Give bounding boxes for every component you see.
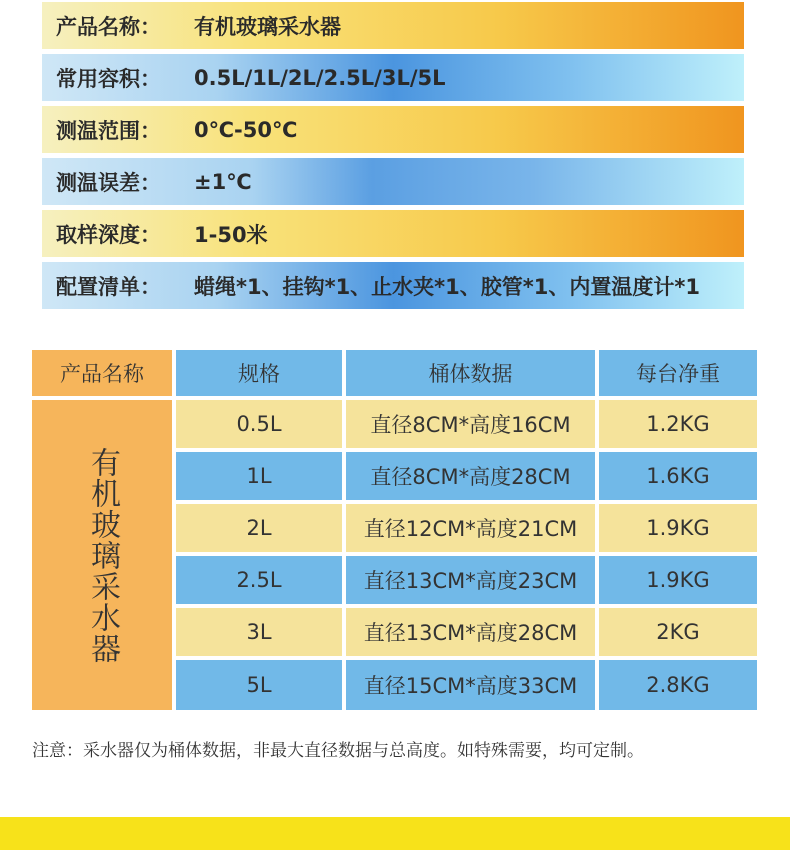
- table-product-cell: [32, 400, 172, 710]
- spec-row-temp-range: [42, 106, 744, 153]
- table-cell-dims: 直径8CM*高度28CM: [346, 452, 595, 500]
- table-cell-weight: 1.9KG: [599, 504, 757, 552]
- table-cell-dims: 直径13CM*高度28CM: [346, 608, 595, 656]
- spec-label: 取样深度：: [56, 222, 161, 247]
- spec-row-capacity: [42, 54, 744, 101]
- table-cell-weight: 2KG: [599, 608, 757, 656]
- table-cell-weight: 1.2KG: [599, 400, 757, 448]
- spec-label: 测温范围：: [56, 118, 161, 143]
- table-cell-weight: 1.6KG: [599, 452, 757, 500]
- spec-row-sampling-depth: [42, 210, 744, 257]
- spec-value: 0.5L/1L/2L/2.5L/3L/5L: [194, 65, 446, 90]
- table-header-product: 产品名称: [32, 350, 172, 396]
- footer-bar: [0, 817, 790, 850]
- table-header-barrel: 桶体数据: [346, 350, 595, 396]
- table-cell-weight: 2.8KG: [599, 660, 757, 710]
- spec-value: 1-50米: [194, 222, 268, 247]
- spec-row-temp-error: [42, 158, 744, 205]
- spec-label: 常用容积：: [56, 66, 161, 91]
- table-cell-weight: 1.9KG: [599, 556, 757, 604]
- footnote: 注意：采水器仅为桶体数据，非最大直径数据与总高度。如特殊需要，均可定制。: [32, 741, 644, 761]
- table-cell-dims: 直径13CM*高度23CM: [346, 556, 595, 604]
- spec-label: 产品名称：: [56, 14, 161, 39]
- table-cell-spec: 3L: [176, 608, 342, 656]
- table-cell-dims: 直径12CM*高度21CM: [346, 504, 595, 552]
- table-cell-spec: 0.5L: [176, 400, 342, 448]
- table-header-weight: 每台净重: [599, 350, 757, 396]
- spec-label: 配置清单：: [56, 274, 161, 299]
- spec-value: 0℃-50℃: [194, 117, 298, 142]
- table-header-spec: 规格: [176, 350, 342, 396]
- table-cell-dims: 直径8CM*高度16CM: [346, 400, 595, 448]
- product-name-vertical: 有机玻璃采水器: [85, 446, 120, 664]
- table-cell-spec: 1L: [176, 452, 342, 500]
- spec-row-product-name: [42, 2, 744, 49]
- table-cell-spec: 2.5L: [176, 556, 342, 604]
- spec-value: 蜡绳*1、挂钩*1、止水夹*1、胶管*1、内置温度计*1: [194, 274, 700, 299]
- table-cell-spec: 5L: [176, 660, 342, 710]
- spec-label: 测温误差：: [56, 170, 161, 195]
- table-cell-spec: 2L: [176, 504, 342, 552]
- spec-row-config-list: [42, 262, 744, 309]
- table-cell-dims: 直径15CM*高度33CM: [346, 660, 595, 710]
- spec-value: 有机玻璃采水器: [194, 14, 341, 39]
- spec-value: ±1℃: [194, 169, 252, 194]
